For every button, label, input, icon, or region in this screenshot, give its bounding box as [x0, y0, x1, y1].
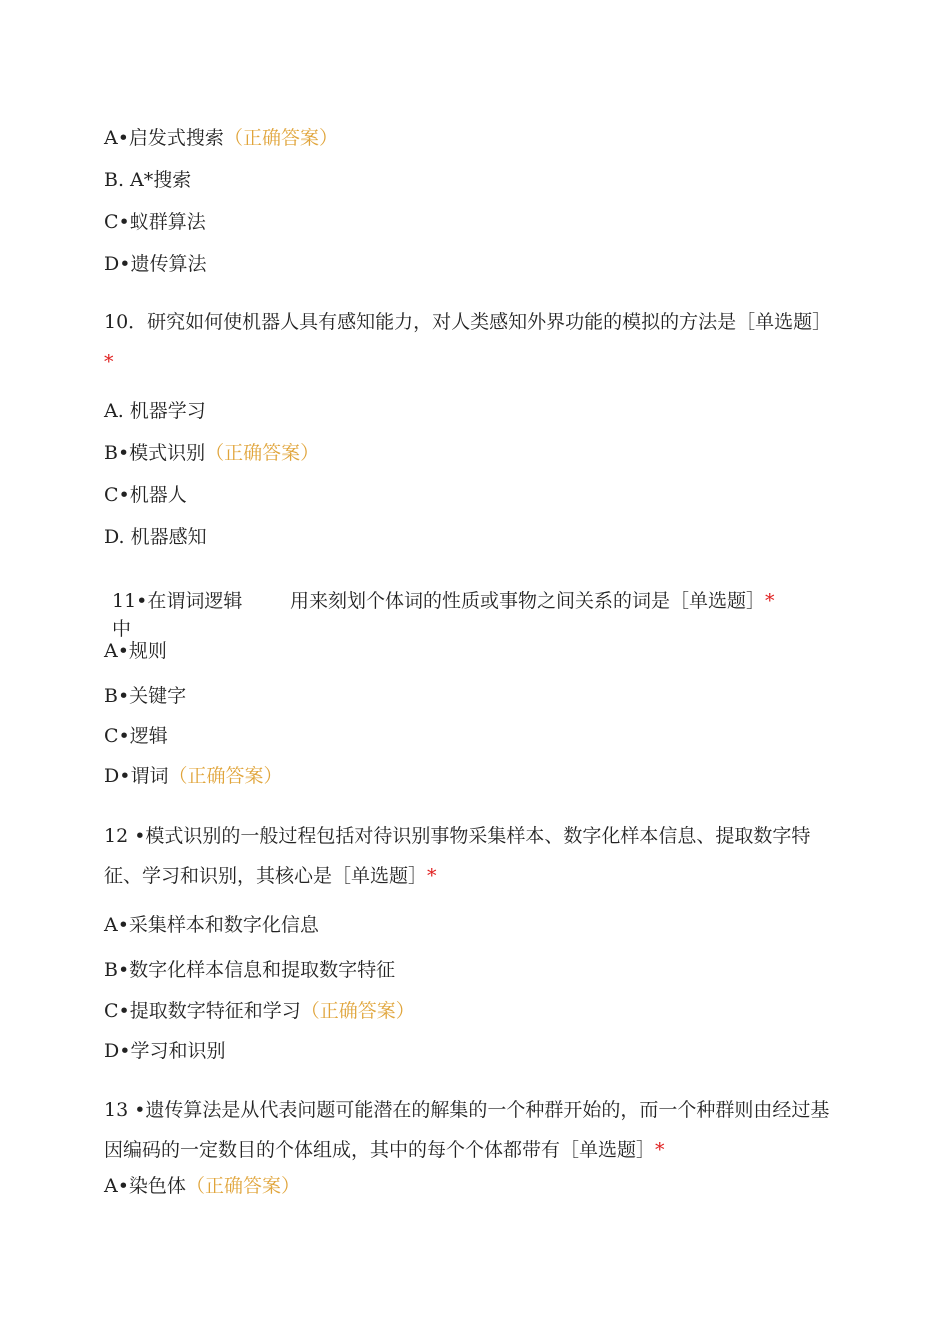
option-d[interactable]: [104, 523, 207, 551]
option-label: A•采集样本和数字化信息: [104, 914, 319, 936]
option-b[interactable]: [104, 439, 319, 467]
option-a[interactable]: [104, 1172, 300, 1200]
question-11-stem-part1: [112, 587, 262, 640]
option-c[interactable]: [104, 481, 187, 509]
option-label: D•遗传算法: [104, 253, 207, 275]
option-b[interactable]: [104, 682, 186, 710]
option-label: C•提取数字特征和学习: [104, 1000, 301, 1022]
required-mark: *: [427, 865, 437, 887]
option-a[interactable]: [104, 397, 206, 425]
option-a[interactable]: [104, 911, 319, 939]
question-text: 10．研究如何使机器人具有感知能力，对人类感知外界功能的模拟的方法是［单选题］: [104, 311, 832, 333]
option-d[interactable]: [104, 250, 206, 278]
option-d[interactable]: [104, 762, 282, 790]
question-10-stem: [104, 302, 839, 382]
option-label: C•蚁群算法: [104, 211, 206, 233]
correct-answer-mark: （正确答案）: [223, 127, 338, 149]
correct-answer-mark: （正确答案）: [205, 442, 320, 464]
question-text: 12 •模式识别的一般过程包括对待识别事物采集样本、数字化样本信息、提取数字特征、学习和识别，其核心是［单选题］: [104, 825, 811, 887]
option-label: B•关键字: [104, 685, 187, 707]
option-label: C•机器人: [104, 484, 187, 506]
question-text: 11•在谓词逻辑: [112, 590, 243, 612]
correct-answer-mark: （正确答案）: [185, 1175, 300, 1197]
question-12-stem: [104, 816, 839, 896]
option-label: A•染色体: [104, 1175, 186, 1197]
question-11-stem-part2: [290, 587, 775, 615]
question-text: 用来刻划个体词的性质或事物之间关系的词是［单选题］: [290, 590, 766, 612]
option-b[interactable]: [104, 956, 395, 984]
required-mark: *: [655, 1139, 665, 1161]
option-d[interactable]: [104, 1037, 225, 1065]
correct-answer-mark: （正确答案）: [300, 1000, 415, 1022]
option-label: D. 机器感知: [104, 526, 207, 548]
question-13-stem: [104, 1090, 839, 1170]
required-mark: *: [104, 351, 114, 373]
option-label: A•启发式搜索: [104, 127, 224, 149]
correct-answer-mark: （正确答案）: [168, 765, 283, 787]
option-label: D•学习和识别: [104, 1040, 226, 1062]
option-c[interactable]: [104, 722, 168, 750]
option-label: D•谓词: [104, 765, 169, 787]
question-text: 13 •遗传算法是从代表问题可能潜在的解集的一个种群开始的，而一个种群则由经过基因编码的一定数目的个体组成，其中的每个个体都带有［单选题］: [104, 1099, 830, 1161]
option-b[interactable]: [104, 166, 191, 194]
option-label: A. 机器学习: [104, 400, 206, 422]
option-label: B•模式识别: [104, 442, 206, 464]
required-mark: *: [765, 590, 775, 612]
question-text-wrap: 中: [112, 618, 132, 640]
option-c[interactable]: [104, 997, 415, 1025]
option-a[interactable]: [104, 637, 167, 665]
option-label: B•数字化样本信息和提取数字特征: [104, 959, 396, 981]
option-a[interactable]: [104, 124, 338, 152]
option-label: A•规则: [104, 640, 167, 662]
option-c[interactable]: [104, 208, 206, 236]
option-label: B. A*搜索: [104, 169, 192, 191]
option-label: C•逻辑: [104, 725, 168, 747]
